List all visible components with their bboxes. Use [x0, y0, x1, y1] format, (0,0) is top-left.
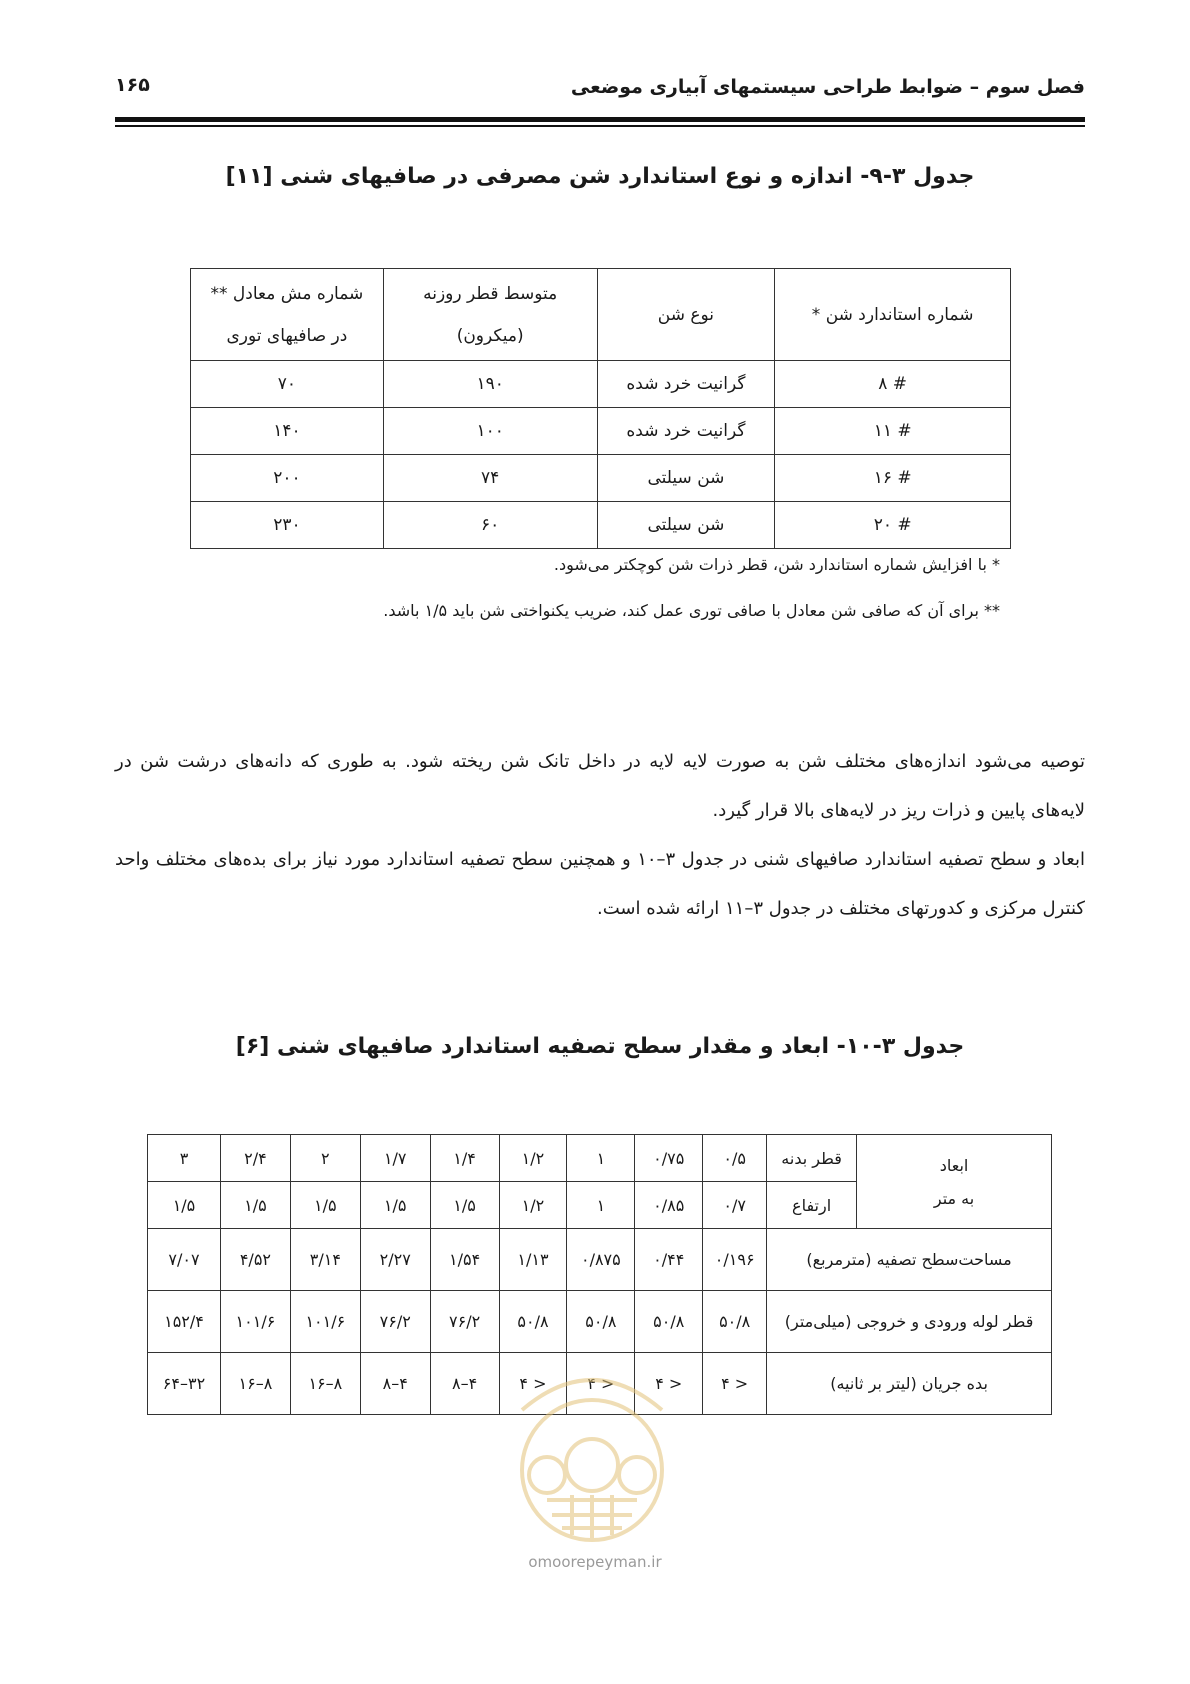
flow-cell: < ۴ — [499, 1353, 567, 1415]
header-standard-number: شماره استاندارد شن * — [775, 269, 1011, 361]
header-mesh — [191, 269, 384, 361]
cell-mesh: ۲۰۰ — [191, 455, 384, 502]
cell-sand-type: گرانیت خرد شده — [597, 408, 775, 455]
watermark-site: omoorepeyman.ir — [528, 1553, 662, 1571]
page-number: ۱۶۵ — [115, 74, 150, 96]
body-paragraph-1: توصیه می‌شود اندازه‌های مختلف شن به صورت لایه لایه در داخل تانک شن ریخته شود. به طوری که دانه‌های درشت شن در لایه‌های پایین و ذرات ریز در لایه‌های بالا قرار گیرد. — [115, 751, 1085, 821]
pipe-cell: ۱۰۱/۶ — [290, 1291, 360, 1353]
table-1-footnote-2: ** برای آن که صافی شن معادل با صافی توری عمل کند، ضریب یکنواختی شن باید ۱/۵ باشد. — [383, 601, 1000, 620]
flow-cell: ۳۲–۶۴ — [148, 1353, 221, 1415]
cell-mesh: ۱۴۰ — [191, 408, 384, 455]
dimensions-label-line1: ابعاد — [939, 1155, 969, 1175]
table-row — [191, 502, 1011, 549]
cell-pore-diameter: ۱۹۰ — [383, 361, 597, 408]
flow-cell: < ۴ — [703, 1353, 767, 1415]
area-cell: ۰/۸۷۵ — [567, 1229, 635, 1291]
body-diameter-cell: ۰/۵ — [703, 1135, 767, 1182]
height-cell: ۱/۵ — [430, 1182, 499, 1229]
header-pore-diameter-line1: متوسط قطر روزنه — [423, 283, 558, 304]
height-cell: ۱/۵ — [220, 1182, 290, 1229]
header-pore-diameter — [383, 269, 597, 361]
body-paragraph-2: ابعاد و سطح تصفیه استاندارد صافیهای شنی در جدول ۳–۱۰ و همچنین سطح تصفیه استاندارد مورد نیاز برای بده‌های مختلف واحد کنترل مرکزی و کدورتهای مختلف در جدول ۳–۱۱ ارائه شده است. — [115, 849, 1085, 919]
table-1-footnote-1: * با افزایش شماره استاندارد شن، قطر ذرات شن کوچکتر می‌شود. — [553, 555, 1000, 574]
height-cell: ۱/۵ — [360, 1182, 430, 1229]
pipe-cell: ۵۰/۸ — [635, 1291, 703, 1353]
table-1-caption: جدول ۳-۹- اندازه و نوع استاندارد شن مصرفی در صافیهای شنی [۱۱] — [225, 164, 975, 189]
body-diameter-cell: ۲/۴ — [220, 1135, 290, 1182]
flow-cell: ۴–۸ — [430, 1353, 499, 1415]
body-diameter-cell: ۱/۴ — [430, 1135, 499, 1182]
pipe-cell: ۱۰۱/۶ — [220, 1291, 290, 1353]
flow-cell: < ۴ — [635, 1353, 703, 1415]
flow-label: بده جریان (لیتر بر ثانیه) — [767, 1353, 1052, 1415]
cell-pore-diameter: ۷۴ — [383, 455, 597, 502]
area-cell: ۴/۵۲ — [220, 1229, 290, 1291]
header-mesh-line1: شماره مش معادل ** — [210, 283, 364, 304]
height-cell: ۱/۵ — [290, 1182, 360, 1229]
body-diameter-cell: ۱/۷ — [360, 1135, 430, 1182]
pipe-cell: ۷۶/۲ — [430, 1291, 499, 1353]
body-diameter-cell: ۰/۷۵ — [635, 1135, 703, 1182]
pipe-cell: ۷۶/۲ — [360, 1291, 430, 1353]
height-cell: ۰/۸۵ — [635, 1182, 703, 1229]
chapter-title: فصل سوم – ضوابط طراحی سیستمهای آبیاری موضعی — [570, 76, 1085, 98]
cell-sand-type: شن سیلتی — [597, 455, 775, 502]
body-diameter-cell: ۲ — [290, 1135, 360, 1182]
area-cell: ۰/۴۴ — [635, 1229, 703, 1291]
body-diameter-cell: ۱ — [567, 1135, 635, 1182]
pipe-cell: ۵۰/۸ — [703, 1291, 767, 1353]
cell-mesh: ۷۰ — [191, 361, 384, 408]
body-diameter-cell: ۳ — [148, 1135, 221, 1182]
pipe-row — [148, 1291, 1052, 1353]
area-row — [148, 1229, 1052, 1291]
dimensions-label-line2: به متر — [933, 1188, 975, 1208]
table-row — [191, 455, 1011, 502]
header-mesh-line2: در صافیهای توری — [226, 325, 348, 346]
area-cell: ۱/۵۴ — [430, 1229, 499, 1291]
header-rule-thick — [115, 117, 1085, 122]
pipe-cell: ۱۵۲/۴ — [148, 1291, 221, 1353]
area-cell: ۱/۱۳ — [499, 1229, 567, 1291]
dimensions-label — [857, 1135, 1052, 1229]
table-row — [191, 361, 1011, 408]
page-header — [115, 72, 1085, 112]
height-cell: ۰/۷ — [703, 1182, 767, 1229]
body-diameter-label: قطر بدنه — [767, 1135, 857, 1182]
body-diameter-cell: ۱/۲ — [499, 1135, 567, 1182]
header-sand-type: نوع شن — [597, 269, 775, 361]
header-pore-diameter-line2: (میکرون) — [456, 325, 524, 346]
pipe-cell: ۵۰/۸ — [567, 1291, 635, 1353]
cell-pore-diameter: ۱۰۰ — [383, 408, 597, 455]
height-cell: ۱/۲ — [499, 1182, 567, 1229]
cell-sand-type: شن سیلتی — [597, 502, 775, 549]
area-label: مساحت‌سطح تصفیه (مترمربع) — [767, 1229, 1052, 1291]
height-cell: ۱/۵ — [148, 1182, 221, 1229]
cell-standard-number: # ۱۶ — [775, 455, 1011, 502]
watermark-logo — [492, 1350, 692, 1550]
cell-pore-diameter: ۶۰ — [383, 502, 597, 549]
height-cell: ۱ — [567, 1182, 635, 1229]
flow-cell: ۴–۸ — [360, 1353, 430, 1415]
area-cell: ۰/۱۹۶ — [703, 1229, 767, 1291]
body-diameter-row — [148, 1135, 1052, 1182]
area-cell: ۷/۰۷ — [148, 1229, 221, 1291]
table-row — [191, 408, 1011, 455]
cell-standard-number: # ۱۱ — [775, 408, 1011, 455]
height-label: ارتفاع — [767, 1182, 857, 1229]
pipe-cell: ۵۰/۸ — [499, 1291, 567, 1353]
header-rule-thin — [115, 125, 1085, 127]
area-cell: ۲/۲۷ — [360, 1229, 430, 1291]
area-cell: ۳/۱۴ — [290, 1229, 360, 1291]
pipe-label: قطر لوله ورودی و خروجی (میلی‌متر) — [767, 1291, 1052, 1353]
flow-cell: ۸–۱۶ — [220, 1353, 290, 1415]
flow-cell: ۸–۱۶ — [290, 1353, 360, 1415]
sand-standard-table — [190, 268, 1011, 549]
cell-standard-number: # ۸ — [775, 361, 1011, 408]
table-header-row — [191, 269, 1011, 361]
cell-standard-number: # ۲۰ — [775, 502, 1011, 549]
cell-sand-type: گرانیت خرد شده — [597, 361, 775, 408]
flow-cell: < ۴ — [567, 1353, 635, 1415]
cell-mesh: ۲۳۰ — [191, 502, 384, 549]
table-2-caption: جدول ۳-۱۰- ابعاد و مقدار سطح تصفیه استاندارد صافیهای شنی [۶] — [235, 1034, 965, 1059]
